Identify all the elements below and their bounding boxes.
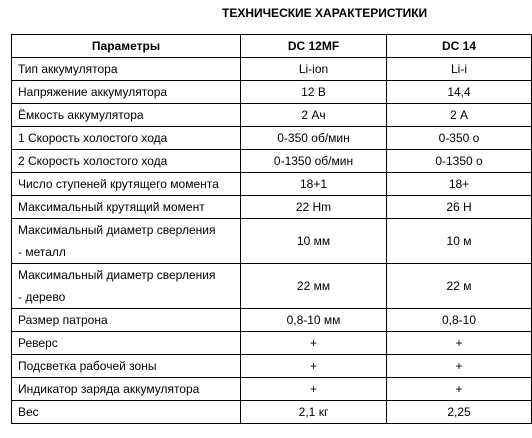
table-row [12,264,532,309]
value-cell-dc14: 26 Н [387,196,532,219]
table-row [12,355,532,378]
value-cell-dc12mf: 2 Ач [241,104,387,127]
parameter-label: Тип аккумулятора [18,62,118,76]
value-cell-dc14: 14,4 [387,81,532,104]
table-row [12,219,532,264]
table-row [12,196,532,219]
value-cell-dc14: 0-1350 о [387,150,532,173]
parameter-cell [12,173,241,196]
value-cell-dc12mf: 18+1 [241,173,387,196]
parameter-cell [12,196,241,219]
specs-table-container [11,34,531,434]
value-cell-dc14: 22 м [387,264,532,309]
parameter-label: Реверс [18,336,58,350]
header-parameters: Параметры [12,35,241,58]
value-cell-dc12mf: + [241,378,387,401]
header-model-dc12mf: DC 12MF [241,35,387,58]
value-cell-dc12mf: 0-350 об/мин [241,127,387,150]
table-row [12,81,532,104]
parameter-cell [12,378,241,401]
table-row [12,309,532,332]
parameter-cell [12,104,241,127]
parameter-label: Индикатор заряда аккумулятора [18,382,200,396]
parameter-label: Ёмкость аккумулятора [18,108,144,122]
parameter-label: Вес [18,405,39,419]
parameter-cell [12,401,241,424]
parameter-label: - дерево [18,290,66,304]
value-cell-dc12mf: + [241,355,387,378]
value-cell-dc12mf: 22 мм [241,264,387,309]
parameter-cell [12,150,241,173]
parameter-cell [12,58,241,81]
parameter-cell [12,127,241,150]
table-row [12,58,532,81]
value-cell-dc14: 10 м [387,219,532,264]
table-row [12,332,532,355]
value-cell-dc14: Li-i [387,58,532,81]
document-title: ТЕХНИЧЕСКИЕ ХАРАКТЕРИСТИКИ [222,6,428,20]
parameter-cell [12,332,241,355]
value-cell-dc14: + [387,355,532,378]
header-model-dc14: DC 14 [387,35,532,58]
parameter-label: Максимальный диаметр сверления [18,223,216,237]
parameter-label: Подсветка рабочей зоны [18,359,157,373]
parameter-label: Максимальный диаметр сверления [18,268,216,282]
parameter-label: Число ступеней крутящего момента [18,177,219,191]
parameter-cell [12,81,241,104]
table-row [12,104,532,127]
value-cell-dc12mf: 2,1 кг [241,401,387,424]
value-cell-dc14: + [387,378,532,401]
value-cell-dc12mf: + [241,332,387,355]
value-cell-dc12mf: Li-ion [241,58,387,81]
parameter-label: 1 Скорость холостого хода [18,131,168,145]
value-cell-dc14: 2,25 [387,401,532,424]
parameter-label: 2 Скорость холостого хода [18,154,168,168]
parameter-label: Размер патрона [18,313,108,327]
specs-table [11,34,532,424]
parameter-label: - металл [18,245,66,259]
value-cell-dc14: 18+ [387,173,532,196]
value-cell-dc14: 0-350 о [387,127,532,150]
parameter-label: Напряжение аккумулятора [18,85,168,99]
parameter-cell [12,309,241,332]
parameter-cell [12,355,241,378]
table-header-row [12,35,532,58]
value-cell-dc12mf: 0-1350 об/мин [241,150,387,173]
value-cell-dc12mf: 10 мм [241,219,387,264]
value-cell-dc14: 0,8-10 [387,309,532,332]
parameter-cell [12,219,241,264]
table-row [12,173,532,196]
parameter-cell [12,264,241,309]
table-row [12,401,532,424]
parameter-label: Максимальный крутящий момент [18,200,205,214]
value-cell-dc14: + [387,332,532,355]
value-cell-dc12mf: 0,8-10 мм [241,309,387,332]
value-cell-dc12mf: 12 В [241,81,387,104]
table-row [12,127,532,150]
table-row [12,150,532,173]
table-row [12,378,532,401]
value-cell-dc12mf: 22 Нm [241,196,387,219]
value-cell-dc14: 2 А [387,104,532,127]
